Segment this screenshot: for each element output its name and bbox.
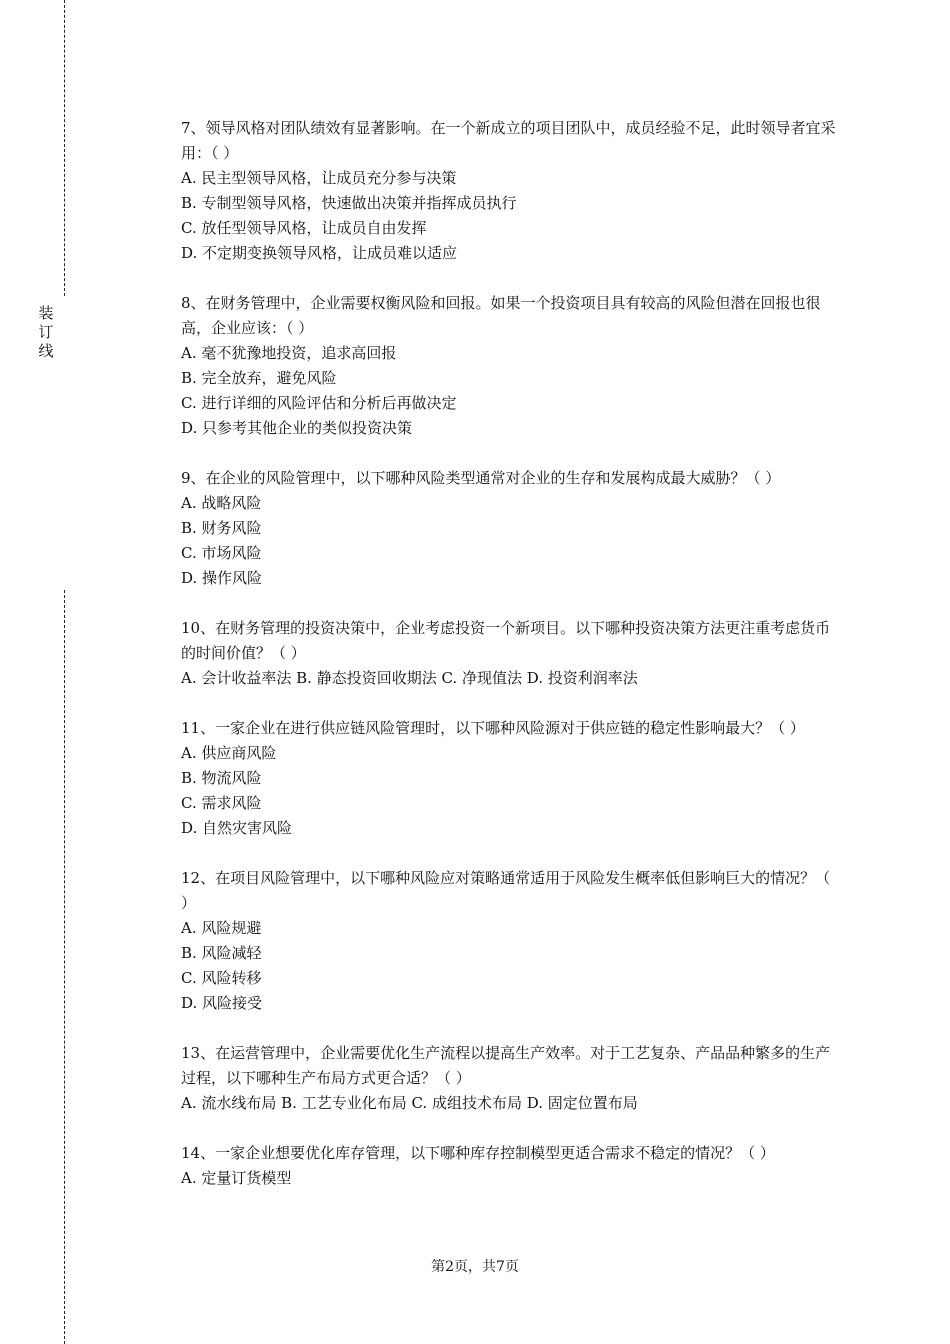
question-stem: 13、在运营管理中，企业需要优化生产流程以提高生产效率。对于工艺复杂、产品品种繁多的生产过程，以下哪种生产布局方式更合适？（ ）	[181, 1044, 831, 1087]
page-footer: 第2页，共7页	[431, 1259, 519, 1275]
question-10	[181, 616, 841, 691]
binding-line-top	[64, 0, 65, 296]
question-7	[181, 116, 841, 266]
question-stem: 12、在项目风险管理中，以下哪种风险应对策略通常适用于风险发生概率低但影响巨大的情况？（ ）	[181, 869, 831, 912]
option-line: A. 会计收益率法 B. 静态投资回收期法 C. 净现值法 D. 投资利润率法	[181, 669, 638, 687]
option-c: C. 放任型领导风格，让成员自由发挥	[181, 219, 427, 237]
option-d: D. 风险接受	[181, 994, 263, 1012]
option-b: B. 财务风险	[181, 519, 262, 537]
question-8	[181, 291, 841, 441]
binding-label: 装订线	[38, 304, 54, 360]
binding-line-bottom	[64, 590, 65, 1344]
option-line: A. 流水线布局 B. 工艺专业化布局 C. 成组技术布局 D. 固定位置布局	[181, 1094, 638, 1112]
question-14	[181, 1141, 841, 1191]
option-c: C. 风险转移	[181, 969, 262, 987]
option-a: A. 风险规避	[181, 919, 262, 937]
question-11	[181, 716, 841, 841]
option-a: A. 战略风险	[181, 494, 262, 512]
option-b: B. 物流风险	[181, 769, 262, 787]
option-c: C. 市场风险	[181, 544, 262, 562]
option-c: C. 进行详细的风险评估和分析后再做决定	[181, 394, 457, 412]
question-stem: 14、一家企业想要优化库存管理，以下哪种库存控制模型更适合需求不稳定的情况？（ ）	[181, 1144, 775, 1162]
option-a: A. 毫不犹豫地投资，追求高回报	[181, 344, 397, 362]
option-b: B. 完全放弃，避免风险	[181, 369, 337, 387]
option-b: B. 专制型领导风格，快速做出决策并指挥成员执行	[181, 194, 517, 212]
option-d: D. 自然灾害风险	[181, 819, 293, 837]
option-d: D. 操作风险	[181, 569, 263, 587]
option-a: A. 定量订货模型	[181, 1169, 292, 1187]
option-a: A. 供应商风险	[181, 744, 277, 762]
question-stem: 8、在财务管理中，企业需要权衡风险和回报。如果一个投资项目具有较高的风险但潜在回报也很高，企业应该：（ ）	[181, 294, 821, 337]
question-13	[181, 1041, 841, 1116]
option-b: B. 风险减轻	[181, 944, 262, 962]
question-stem: 10、在财务管理的投资决策中，企业考虑投资一个新项目。以下哪种投资决策方法更注重考虑货币的时间价值？（ ）	[181, 619, 831, 662]
option-c: C. 需求风险	[181, 794, 262, 812]
option-d: D. 只参考其他企业的类似投资决策	[181, 419, 413, 437]
option-a: A. 民主型领导风格，让成员充分参与决策	[181, 169, 457, 187]
question-list	[181, 116, 841, 1216]
question-stem: 11、一家企业在进行供应链风险管理时，以下哪种风险源对于供应链的稳定性影响最大？（ ）	[181, 719, 805, 737]
question-stem: 9、在企业的风险管理中，以下哪种风险类型通常对企业的生存和发展构成最大威胁？（ ）	[181, 469, 781, 487]
question-9	[181, 466, 841, 591]
option-d: D. 不定期变换领导风格，让成员难以适应	[181, 244, 458, 262]
question-stem: 7、领导风格对团队绩效有显著影响。在一个新成立的项目团队中，成员经验不足，此时领导者宜采用：（ ）	[181, 119, 836, 162]
question-12	[181, 866, 841, 1016]
